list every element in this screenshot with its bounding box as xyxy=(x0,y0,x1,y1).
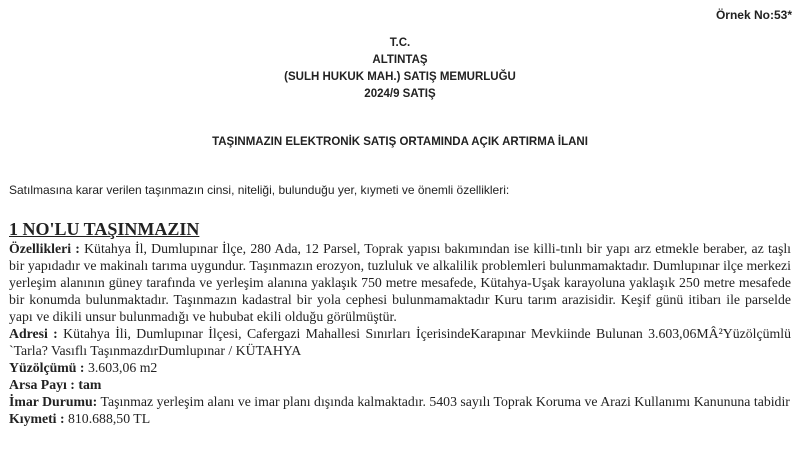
zoning-paragraph xyxy=(9,393,791,410)
area-label: Yüzölçümü : xyxy=(9,360,85,375)
header-line-case: 2024/9 SATIŞ xyxy=(364,88,436,100)
zoning-label: İmar Durumu: xyxy=(9,394,98,409)
features-paragraph xyxy=(9,240,791,325)
header-line-district: ALTINTAŞ xyxy=(372,54,428,66)
header-line-tc: T.C. xyxy=(389,37,411,49)
address-text: Kütahya İli, Dumlupınar İlçesi, Cafergazi Mahallesi Sınırları İçerisindeKarapınar Mevkiinde Bulunan 3.603,06MÂ²Yüzölçümlü `Tarla? Vasıflı TaşınmazdırDumlupınar / KÜTAHYA xyxy=(9,326,791,358)
sample-number: Örnek No:53* xyxy=(715,8,792,22)
area-paragraph xyxy=(9,359,791,376)
intro-text: Satılmasına karar verilen taşınmazın cinsi, niteliği, bulunduğu yer, kıymeti ve önemli özellikleri: xyxy=(9,183,510,197)
value-paragraph xyxy=(9,410,791,427)
value-label: Kıymeti : xyxy=(9,411,65,426)
area-text: 3.603,06 m2 xyxy=(84,360,158,375)
address-label: Adresi : xyxy=(9,326,58,341)
header-line-office: (SULH HUKUK MAH.) SATIŞ MEMURLUĞU xyxy=(284,71,516,83)
features-text: Kütahya İl, Dumlupınar İlçe, 280 Ada, 12 Parsel, Toprak yapısı bakımından ise killi-tınlı bir yapı arz etmekle beraber, az taşlı bir yapıdadır ve makinalı tarıma uygundur. Taşınmazın erozyon, tuzluluk ve alkalilik problemleri bulunmamaktadır. Dumlupınar ilçe merkezi yerleşim alanının güney tarafında ve yerleşim alanına yaklaşık 750 metre mesafede, Kütahya-Uşak karayoluna yaklaşık 250 metre mesafede bir konumda bulunmaktadır. Taşınmazın kadastral bir yola cephesi bulunmamaktadır Kuru tarım arazisidir. Keşif günü itibarı ile parselde yapı ve dikili unsur bulunmadığı ve hububat ekili olduğu görülmüştür. xyxy=(9,241,791,324)
authority-header xyxy=(0,35,800,103)
property-section xyxy=(9,218,791,427)
zoning-text: Taşınmaz yerleşim alanı ve imar planı dışında kalmaktadır. 5403 sayılı Toprak Koruma ve Arazi Kullanımı Kanununa tabidir xyxy=(97,394,790,409)
share-paragraph xyxy=(9,376,791,393)
property-heading: 1 NO'LU TAŞINMAZIN xyxy=(9,219,200,239)
address-paragraph xyxy=(9,325,791,359)
features-label: Özellikleri : xyxy=(9,241,80,256)
document-title: TAŞINMAZIN ELEKTRONİK SATIŞ ORTAMINDA AÇIK ARTIRMA İLANI xyxy=(212,136,588,148)
value-text: 810.688,50 TL xyxy=(64,411,151,426)
share-label: Arsa Payı : tam xyxy=(9,377,102,392)
